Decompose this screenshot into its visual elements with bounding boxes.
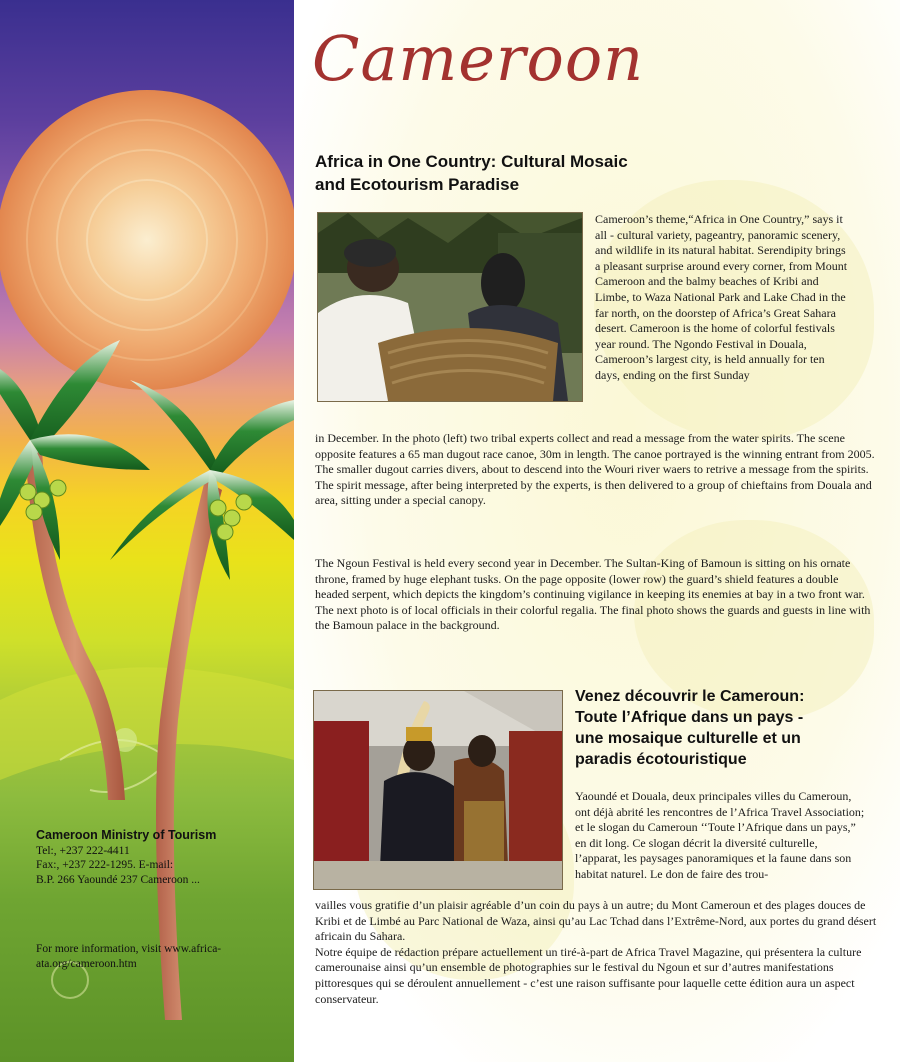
more-info-line-1: For more information, visit www.africa- (36, 943, 222, 955)
article-fr-paragraph-1b (315, 898, 880, 1007)
page-title: Cameroon (312, 22, 645, 95)
sun-illustration (0, 90, 294, 390)
headline-english-line-1: Africa in One Country: Cultural Mosaic (315, 152, 628, 171)
article-fr-paragraph-2: Notre équipe de rédaction prépare actuellement un tiré-à-part de Africa Travel Magazine, qui présentera la culture camerounaise ainsi qu’un ensemble de photographies sur le festival du Ngoun et sur d’autres manifestations pittoresques qui se déroulent annuellement - c’est une raison suffisante pour laquelle cette édition aura un aspect conservateur. (315, 944, 862, 1006)
headline-french-line-4: paradis écotouristique (575, 751, 747, 768)
ministry-contact-block (36, 828, 286, 887)
left-decorative-strip (0, 0, 294, 1062)
headline-english (315, 150, 755, 196)
article-en-paragraph-1b: in December. In the photo (left) two tribal experts collect and read a message from the water spirits. The scene opposite features a 65 man dugout race canoe, 30m in length. The canoe portrayed is the winning entrant from 2005. The smaller dugout carries divers, about to descend into the Wouri river waers to retrive a message from the spirits. The spirit message, after being interpreted by the experts, is then delivered to a group of chieftains from Douala and area, sitting under a special canopy. (315, 431, 875, 508)
headline-french-line-3: une mosaique culturelle et un (575, 730, 801, 747)
ministry-address: B.P. 266 Yaoundé 237 Cameroon ... (36, 873, 200, 886)
ministry-tel: Tel:, +237 222-4411 (36, 844, 130, 857)
headline-english-line-2: and Ecotourism Paradise (315, 175, 520, 194)
more-info-link[interactable] (36, 942, 286, 971)
article-content (294, 0, 900, 1062)
article-en-paragraph-1a: Cameroon’s theme,“Africa in One Country,” says it all - cultural variety, pageantry, panoramic scenery, and wildlife in its natural habitat. Serendipity brings a pleasant surprise around every corner, from Mount Cameroon and the balmy beaches of Kribi and Limbe, to Waza National Park and Lake Chad in the far north, on the doorstep of Africa’s Great Sahara desert. Cameroon is the home of colorful festivals year round. The Ngondo Festival in Douala, Cameroon’s largest city, is held annually for ten days, ending on the first Sunday (595, 212, 848, 382)
photo-sultan-king (313, 690, 563, 890)
ministry-fax: Fax:, +237 222-1295. E-mail: (36, 859, 174, 871)
article-fr-paragraph-1b-text: vailles vous gratifie d’un plaisir agréable d’un coin du pays à un autre; du Mont Cameroun et des plages douces de Kribi et de Limbé au Parc National de Waza, ainsi qu’au Lac Tchad dans l’Extrême-Nord, aux portes du grand désert africain du Sahara. (315, 898, 877, 944)
article-fr-paragraph-1a: Yaoundé et Douala, deux principales villes du Cameroun, ont déjà abrité les rencontres de l’Africa Travel Association; et le slogan du Cameroun ‘‘Toute l’Afrique dans un pays,” en dit long. Ce slogan décrit la diversité culturelle, l’apparat, les paysages panoramiques et la faune dans son habitat naturel. Le don de faire des trou- (575, 789, 865, 881)
headline-french-line-1: Venez découvrir le Cameroun: (575, 688, 805, 705)
palm-tree-illustration (0, 0, 294, 1062)
ministry-title: Cameroon Ministry of Tourism (36, 828, 217, 842)
photo-tribal-experts (317, 212, 583, 402)
article-en-paragraph-2: The Ngoun Festival is held every second year in December. The Sultan-King of Bamoun is sitting on his ornate throne, framed by huge elephant tusks. On the page opposite (lower row) the guard’s shield features a double headed serpent, which depicts the kingdom’s continuing vigilance in keeping its enemies at bay in a two front war. The next photo is of local officials in their colorful regalia. The final photo shows the guards and guests in line with the Bamoun palace in the background. (315, 556, 871, 633)
headline-french (575, 686, 875, 770)
headline-french-line-2: Toute l’Afrique dans un pays - (575, 709, 804, 726)
more-info-line-2: ata.org/cameroon.htm (36, 957, 137, 970)
